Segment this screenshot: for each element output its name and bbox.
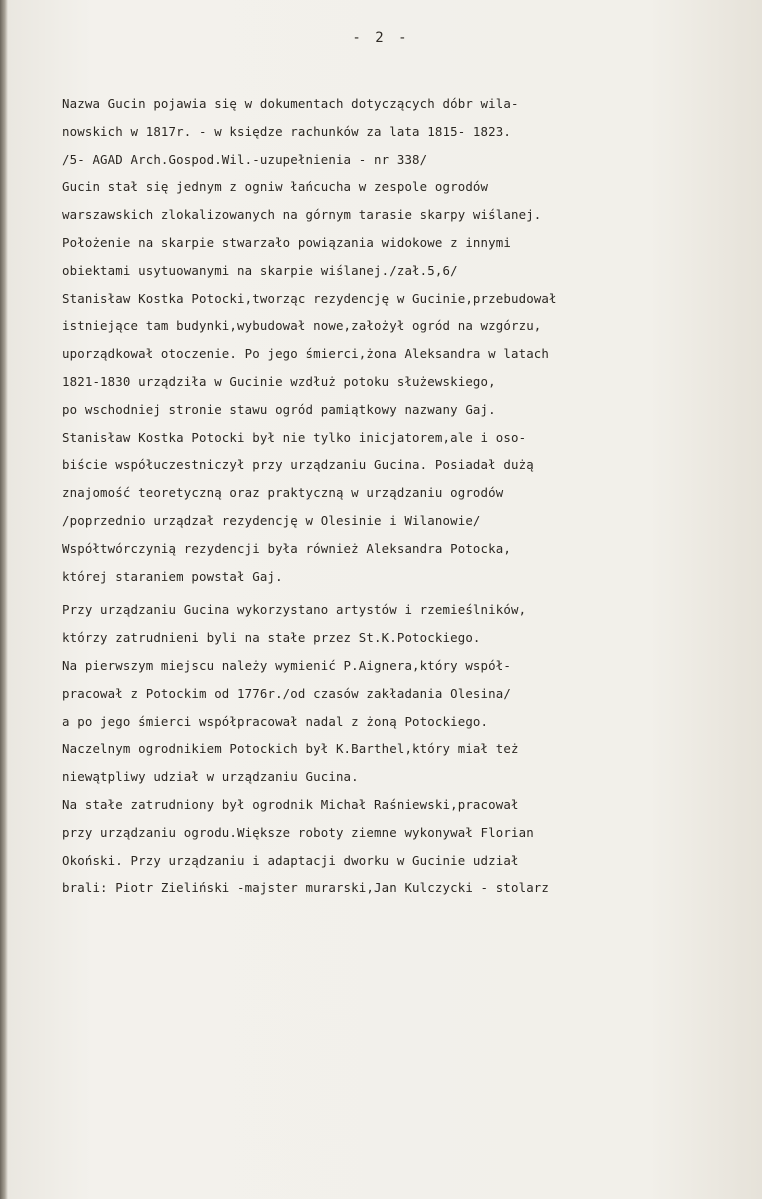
text-line: Przy urządzaniu Gucina wykorzystano artystów i rzemieślników, — [62, 602, 527, 618]
text-line: Okoński. Przy urządzaniu i adaptacji dworku w Gucinie udział — [62, 852, 519, 868]
text-line: pracował z Potockim od 1776r./od czasów zakładania Olesina/ — [62, 685, 511, 701]
text-line: istniejące tam budynki,wybudował nowe,założył ogród na wzgórzu, — [62, 318, 542, 334]
text-line: /5- AGAD Arch.Gospod.Wil.-uzupełnienia - nr 338/ — [62, 151, 428, 167]
text-line: uporządkował otoczenie. Po jego śmierci,żona Aleksandra w latach — [62, 346, 550, 362]
text-line: Nazwa Gucin pojawia się w dokumentach dotyczących dóbr wila- — [62, 96, 519, 111]
text-line: Współtwórczynią rezydencji była również Aleksandra Potocka, — [62, 540, 511, 556]
text-line: a po jego śmierci współpracował nadal z żoną Potockiego. — [62, 713, 489, 729]
text-line: warszawskich zlokalizowanych na górnym tarasie skarpy wiślanej. — [62, 207, 542, 223]
scan-edge-shadow — [0, 0, 8, 1199]
text-line: Na stałe zatrudniony był ogrodnik Michał Raśniewski,pracował — [62, 796, 519, 812]
text-line: /poprzednio urządzał rezydencję w Olesinie i Wilanowie/ — [62, 512, 481, 528]
text-line: obiektami usytuowanymi na skarpie wiślanej./zał.5,6/ — [62, 262, 458, 278]
text-line: Na pierwszym miejscu należy wymienić P.Aignera,który współ- — [62, 657, 511, 673]
text-line: 1821-1830 urządziła w Gucinie wzdłuż potoku służewskiego, — [62, 373, 496, 389]
text-line: którzy zatrudnieni byli na stałe przez St.K.Potockiego. — [62, 630, 481, 646]
body-text — [62, 90, 742, 902]
text-line: Naczelnym ogrodnikiem Potockich był K.Barthel,który miał też — [62, 741, 519, 757]
text-line: przy urządzaniu ogrodu.Większe roboty ziemne wykonywał Florian — [62, 824, 534, 840]
text-line: brali: Piotr Zieliński -majster murarski,Jan Kulczycki - stolarz — [62, 880, 550, 896]
text-line: Położenie na skarpie stwarzało powiązania widokowe z innymi — [62, 234, 511, 250]
text-line: Stanisław Kostka Potocki,tworząc rezydencję w Gucinie,przebudował — [62, 290, 557, 306]
text-line: po wschodniej stronie stawu ogród pamiątkowy nazwany Gaj. — [62, 401, 496, 417]
text-line: niewątpliwy udział w urządzaniu Gucina. — [62, 769, 359, 785]
text-line: której staraniem powstał Gaj. — [62, 568, 283, 584]
text-line: Stanisław Kostka Potocki był nie tylko inicjatorem,ale i oso- — [62, 429, 527, 445]
text-line: znajomość teoretyczną oraz praktyczną w urządzaniu ogrodów — [62, 485, 504, 501]
text-line: biście współuczestniczył przy urządzaniu Gucina. Posiadał dużą — [62, 457, 534, 473]
text-line: Gucin stał się jednym z ogniw łańcucha w zespole ogrodów — [62, 179, 489, 195]
page-number: - 2 - — [352, 30, 410, 46]
text-line: nowskich w 1817r. - w księdze rachunków za lata 1815- 1823. — [62, 123, 511, 139]
